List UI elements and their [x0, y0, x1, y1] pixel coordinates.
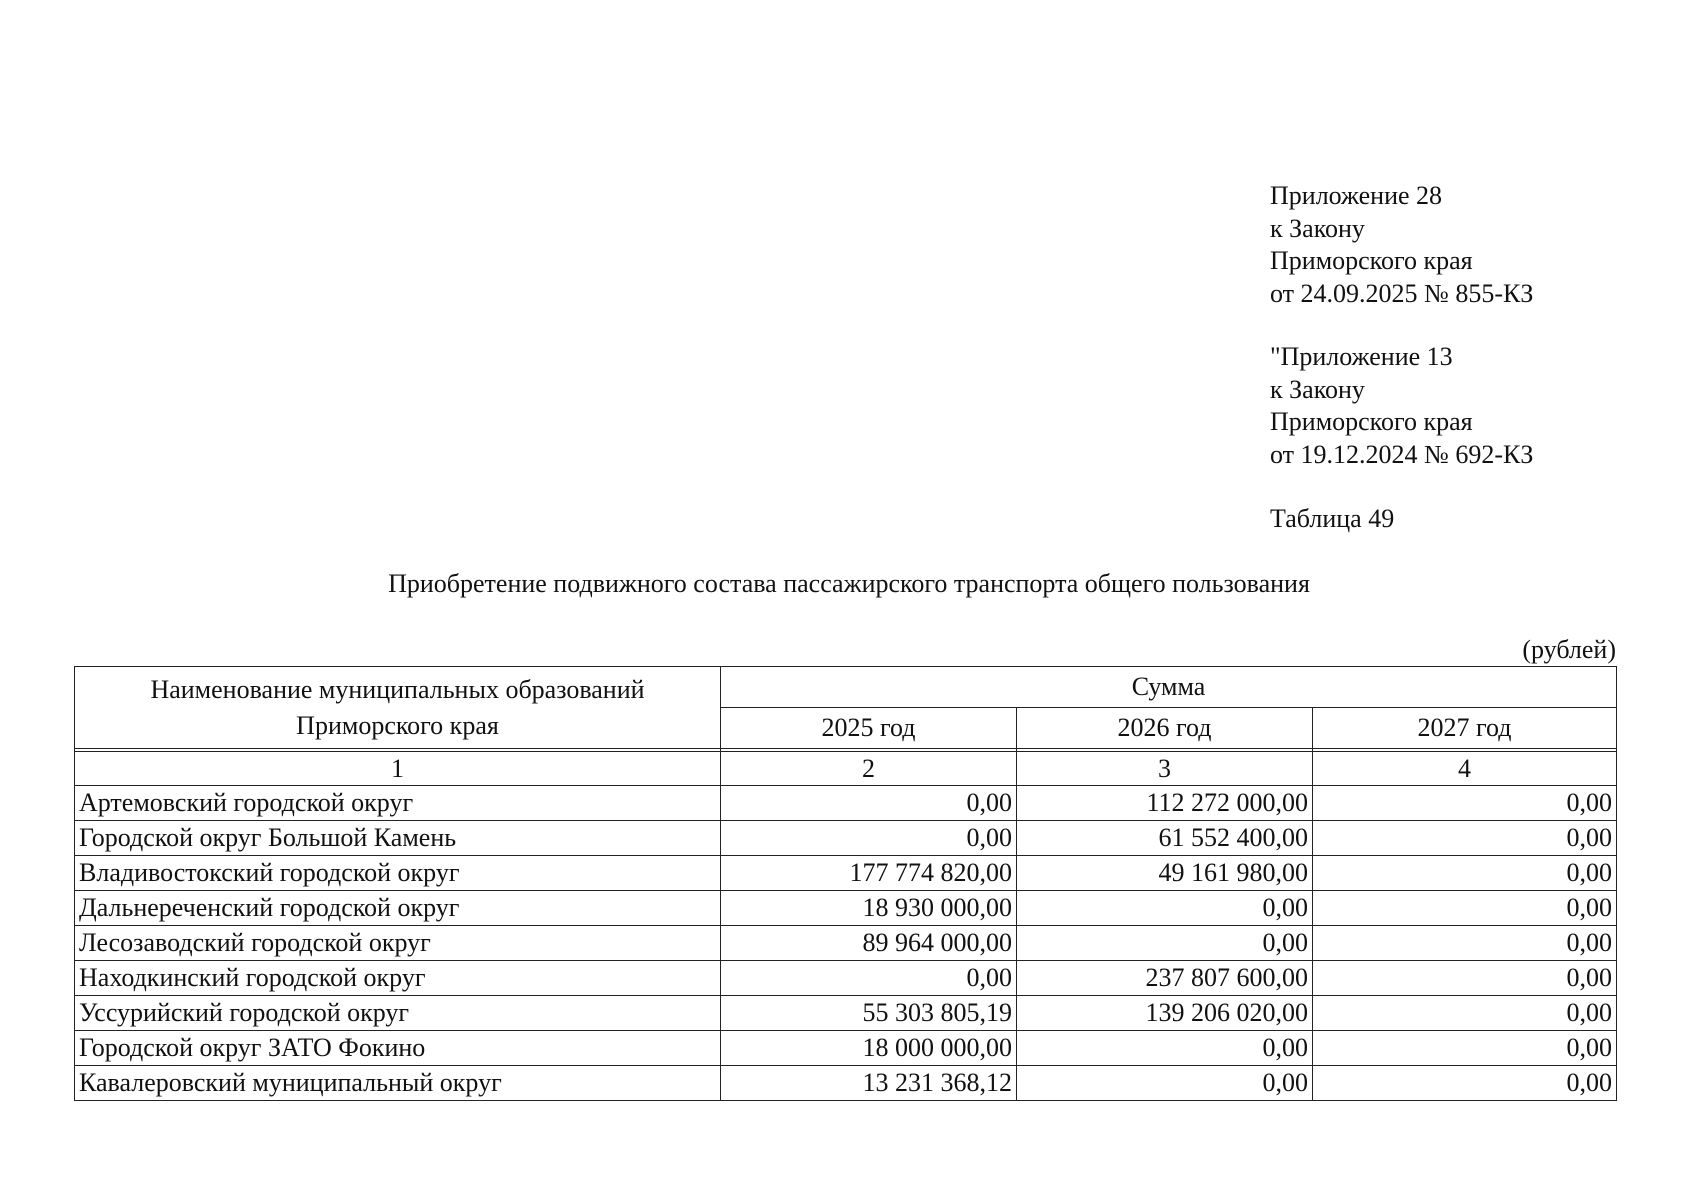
- table-row: [75, 786, 1617, 821]
- amount-2025: 0,00: [721, 821, 1017, 856]
- appendix-28-line-1: Приложение 28: [1270, 181, 1443, 210]
- appendix-28-block: [1270, 180, 1533, 310]
- header-row-top: [75, 667, 1617, 708]
- document-title: Приобретение подвижного состава пассажирского транспорта общего пользования: [388, 569, 1310, 598]
- table-row: [75, 996, 1617, 1031]
- header-name-cell: [75, 667, 721, 749]
- amount-2027: 0,00: [1313, 856, 1617, 891]
- appendix-28-line-2: к Закону: [1270, 213, 1365, 243]
- table-row: [75, 891, 1617, 926]
- header-sum-cell: Сумма: [721, 667, 1617, 708]
- table-row: [75, 926, 1617, 961]
- municipality-name: Находкинский городской округ: [75, 961, 721, 996]
- appendix-13-line-1: "Приложение 13: [1270, 342, 1453, 371]
- amount-2026: 237 807 600,00: [1017, 961, 1313, 996]
- amount-2026: 61 552 400,00: [1017, 821, 1313, 856]
- amount-2025: 0,00: [721, 786, 1017, 821]
- header-year-2026: 2026 год: [1017, 708, 1313, 749]
- table-label: Таблица 49: [1270, 504, 1395, 533]
- amount-2027: 0,00: [1313, 821, 1617, 856]
- amount-2027: 0,00: [1313, 996, 1617, 1031]
- column-number-row: [75, 752, 1617, 786]
- municipality-name: Лесозаводский городской округ: [75, 926, 721, 961]
- amount-2027: 0,00: [1313, 926, 1617, 961]
- amount-2027: 0,00: [1313, 1031, 1617, 1066]
- amount-2025: 55 303 805,19: [721, 996, 1017, 1031]
- funding-table: [74, 666, 1617, 1101]
- header-year-2025: 2025 год: [721, 708, 1017, 749]
- column-number: 1: [75, 752, 721, 786]
- municipality-name: Артемовский городской округ: [75, 786, 721, 821]
- appendix-13-line-4: от 19.12.2024 № 692-КЗ: [1270, 439, 1534, 469]
- municipality-name: Владивостокский городской округ: [75, 856, 721, 891]
- municipality-name: Уссурийский городской округ: [75, 996, 721, 1031]
- amount-2027: 0,00: [1313, 1066, 1617, 1101]
- amount-2025: 0,00: [721, 961, 1017, 996]
- amount-2027: 0,00: [1313, 961, 1617, 996]
- amount-2026: 0,00: [1017, 891, 1313, 926]
- table-row: [75, 1066, 1617, 1101]
- column-number: 3: [1017, 752, 1313, 786]
- municipality-name: Городской округ Большой Камень: [75, 821, 721, 856]
- amount-2025: 89 964 000,00: [721, 926, 1017, 961]
- units-label: (рублей): [1522, 635, 1616, 664]
- amount-2025: 18 000 000,00: [721, 1031, 1017, 1066]
- table-row: [75, 1031, 1617, 1066]
- appendix-13-line-2: к Закону: [1270, 374, 1365, 404]
- column-number: 4: [1313, 752, 1617, 786]
- column-number: 2: [721, 752, 1017, 786]
- amount-2026: 0,00: [1017, 926, 1313, 961]
- amount-2025: 18 930 000,00: [721, 891, 1017, 926]
- amount-2025: 177 774 820,00: [721, 856, 1017, 891]
- header-year-2027: 2027 год: [1313, 708, 1617, 749]
- appendix-28-line-4: от 24.09.2025 № 855-КЗ: [1270, 278, 1534, 308]
- amount-2026: 49 161 980,00: [1017, 856, 1313, 891]
- appendix-28-line-3: Приморского края: [1270, 246, 1473, 275]
- header-name-line-1: Наименование муниципальных образований: [150, 674, 645, 704]
- appendix-13-block: [1270, 341, 1533, 471]
- header-name-line-2: Приморского края: [296, 710, 499, 740]
- municipality-name: Дальнереченский городской округ: [75, 891, 721, 926]
- amount-2026: 112 272 000,00: [1017, 786, 1313, 821]
- amount-2026: 0,00: [1017, 1031, 1313, 1066]
- table-row: [75, 856, 1617, 891]
- amount-2027: 0,00: [1313, 786, 1617, 821]
- amount-2026: 0,00: [1017, 1066, 1313, 1101]
- municipality-name: Городской округ ЗАТО Фокино: [75, 1031, 721, 1066]
- appendix-13-line-3: Приморского края: [1270, 407, 1473, 436]
- amount-2027: 0,00: [1313, 891, 1617, 926]
- amount-2026: 139 206 020,00: [1017, 996, 1313, 1031]
- municipality-name: Кавалеровский муниципальный округ: [75, 1066, 721, 1101]
- table-row: [75, 961, 1617, 996]
- table-row: [75, 821, 1617, 856]
- amount-2025: 13 231 368,12: [721, 1066, 1017, 1101]
